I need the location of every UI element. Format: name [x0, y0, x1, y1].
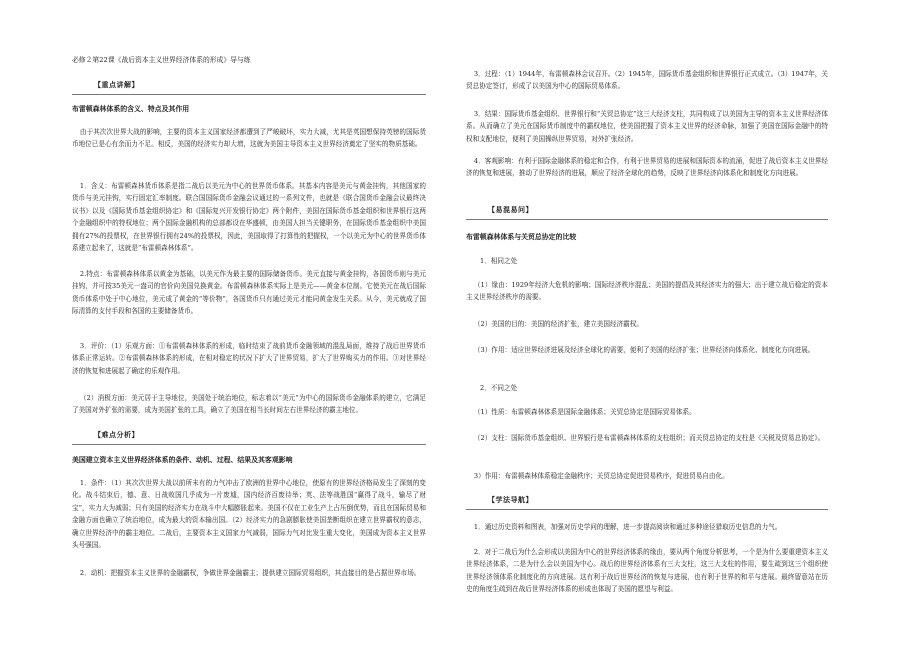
differences-block: [466, 382, 828, 394]
key-points-heading: 布雷顿森林体系的含义、特点及其作用: [72, 105, 190, 113]
confusion-heading-block: [466, 232, 828, 242]
similarities-block: [466, 255, 828, 267]
difference-effect: [466, 470, 828, 482]
study-guide-text-1: 1．通过历史资料和图表，加强对历史学问的理解，进一步提高阅读和通过多种途径猎取历史信息的力气。: [473, 523, 782, 531]
confusion-heading: 布雷顿森林体系与关贸总协定的比较: [466, 233, 577, 241]
process-block: [466, 68, 828, 93]
confusion-label: 【易混易问】: [488, 205, 533, 214]
similarity-cause-text: （1）缘由：1929年经济大危机的影响；国际经济秩序混乱；美国的提倡及其经济实力的强大；出于建立战后稳定的资本主义世界经济秩序的需要。: [466, 281, 828, 302]
difficult-motive: [72, 567, 426, 579]
difficult-paragraph-2: 2．动机：把握资本主义世界的金融霸权，争做世界金融霸主；提供建立国际贸易组织，其直接目的是占据世界市场。: [79, 569, 421, 577]
difference-nature-text: （1）性质：布雷顿森林体系是国际金融体系；关贸总协定是国际贸易体系。: [473, 408, 696, 416]
similarity-cause: [466, 279, 828, 304]
key-points-label: 【重点讲解】: [94, 80, 139, 89]
key-paragraph-2: 1．含义：布雷顿森林货币体系是指二战后以美元为中心的世界货币体系。其基本内容是美元与黄金挂钩，其他国家的货币与美元挂钩，实行固定汇率制度。联合国国际货币金融会议通过的一系列文件，也就是《联合国货币金融会议最终决议书》以及《国际货币基金组织协定》和《国际复兴开发银行协定》两个附件，美国在国际货币基金组织和世界银行这两个金融组织中的特权地位；两个国际金融机构的总部都设在华盛顿，由美国人担当关键职务，在国际货币基金组织中美国拥有27%的投票权，在世界银行拥有24%的投票权，因此，美国取得了打算性的把握权，一个以美元为中心的世界货币体系建立起来了，这就是“布雷顿森林体系”。: [72, 182, 426, 253]
difficult-section: [72, 430, 426, 440]
study-guide-label: 【学法导航】: [488, 495, 533, 504]
right-column: [466, 0, 828, 651]
result-block: [466, 108, 828, 145]
similarity-purpose-text: （2）美国的目的：美国的经济扩张，建立美国经济霸权。: [473, 320, 643, 328]
key-negative: [72, 392, 426, 417]
difference-pillars-text: （2）支柱：国际货币基金组织、世界银行是布雷顿森林体系的支柱组织；而关贸总协定的支柱是《关税及贸易总协定》。: [473, 434, 825, 442]
confusion-rule: [466, 219, 828, 220]
process-paragraph: 3．过程：（1）1944年，布雷顿森林会议召开。（2）1945年，国际货币基金组织和世界银行正式成立。（3）1947年，关贸总协定签订，形成了以美国为中心的国际贸易体系。: [466, 70, 828, 91]
confusion-section: [466, 205, 828, 215]
similarity-purpose: [466, 318, 828, 330]
key-evaluation: [72, 340, 426, 377]
differences-title: 2．不同之处: [480, 384, 518, 392]
difficult-heading: 美国建立资本主义世界经济体系的条件、动机、过程、结果及其客观影响: [72, 456, 293, 464]
difficult-rule: [72, 444, 426, 445]
study-guide-text-2: 2．对于二战后为什么会形成以美国为中心的世界经济体系的缘由，要从两个角度分析思考，一个是为什么要重建资本主义世界经济体系，二是为什么会以美国为中心。战后的世界经济体系有三大支柱，这三大支柱的作用，要生疏到这三个组织使世界经济领体系化制度化的方向进展。这有利于战后世界经济的恢复与进展，也有利于世界的和平与进展。最终留意站在历史的角度生疏到在战后世界经济体系的形成也体现了美国的愿望与利益。: [466, 548, 828, 594]
similarities-title: 1．相同之处: [480, 257, 518, 265]
key-paragraph-4: 3．评价：（1）乐观方面：①布雷顿森林体系的形成，临时结束了战前货币金融领域的混乱局面，维持了战后世界货币体系正常运转。②布雷顿森林体系的形成，在相对稳定的状况下扩大了世界贸易，扩大了世界购买力的作用。③对世界经济的恢复和进展起了确定的乐观作用。: [72, 342, 426, 375]
result-paragraph: 3．结果：国际货币基金组织、世界银行和“关贸总协定”这三大经济支柱，共同构成了以美国为主导的资本主义世界经济体系。从而确立了美元在国际货币制度中的霸权地位，使美国把握了资本主义世界的经济命脉，加强了美国在国际金融中的特权和支配地位，便利了美国操纵世界贸易，对外扩张经济。: [466, 110, 828, 143]
key-points-rule: [72, 94, 426, 95]
key-features: [72, 268, 426, 318]
study-guide-1: [466, 521, 828, 533]
key-paragraph-3: 2.特点：布雷顿森林体系以黄金为基础，以美元作为最主要的国际储备货币。美元直接与黄金挂钩，各国货币则与美元挂钩，并可按35美元一盎司的官价向美国兑换黄金。布雷顿森林体系实际上是美元——黄金本位制。它使美元在战后国际货币体系中处于中心地位，美元成了黄金的“等价物”，各国货币只有通过美元才能同黄金发生关系。从今，美元就成了国际清算的支付手段和各国的主要储备货币。: [72, 270, 426, 316]
document-title: 必修２第22课《战后资本主义世界经济体系的形成》导与练: [72, 56, 251, 64]
similarity-effect: [466, 344, 828, 356]
study-guide-section: [466, 495, 828, 505]
difference-effect-text: 3）作用：布雷顿森林体系稳定金融秩序；关贸总协定促进贸易秩序，促进贸易自由化。: [473, 472, 729, 480]
left-column: [72, 0, 426, 651]
key-paragraph-1: 由于其次次世界大战的影响，主要的资本主义国家经济都遭到了严峻破坏，实力大减，尤其是英国想保持英镑的国际货币地位已是心有余而力不足。相反，美国的经济实力却大增，这就为美国主导资本主义世界经济奠定了坚实的物质基础。: [72, 128, 426, 149]
key-points-body: [72, 126, 426, 151]
similarity-effect-text: （3）作用：适应世界经济进展及经济全球化的需要，便利了美国的经济扩张；世界经济向体系化、制度化方向进展。: [473, 346, 815, 354]
difficult-heading-block: [72, 455, 426, 465]
difference-pillars: [466, 432, 828, 444]
difficult-conditions: [72, 477, 426, 551]
difficult-label: 【难点分析】: [94, 430, 139, 439]
key-definition: [72, 180, 426, 254]
key-points-section: [72, 80, 426, 90]
difference-nature: [466, 406, 828, 418]
document-title-block: [72, 55, 426, 65]
impact-paragraph: 4．客观影响：有利于国际金融体系的稳定和合作，有利于世界贸易的进展和国际资本的流涌，促进了战后资本主义世界经济的恢复和进展，推动了世界经济的进展，顺应了经济全球化的趋势，反映了世界经济向体系化和制度化方向进展。: [466, 157, 828, 178]
impact-block: [466, 155, 828, 180]
study-guide-rule: [466, 509, 828, 510]
key-points-heading-block: [72, 104, 426, 114]
key-paragraph-5: （2）消极方面：美元居于主导地位，美国处于统治地位，标志着以“美元”为中心的国际货币金融体系的建立，它满足了美国对外扩张的需要，成为美国扩张的工具，确立了美国在相当长时间左右世界经济的霸主地位。: [72, 394, 426, 415]
difficult-paragraph-1: 1．条件：（1）其次次世界大战以前所未有的力气冲击了欧洲的世界中心地位，使原有的世界经济格局发生了深刻的变化。战斗结束后，德、意、日战败国几乎成为一片废墟，国内经济百废待举；英、法等战胜国“赢得了战斗，输尽了财宝”，实力大为减弱；只有美国的经济实力在战斗中大幅膨胀起来。美国不仅在工业生产上占压倒优势，而且在国际贸易和金融方面也确立了统治地位，成为最大的资本输出国。（2）经济实力的急剧膨胀使美国垄断组织在建立世界霸权的意志，确立世界经济中的霸主地位。二战后，主要资本主义国家力气减弱，国际力气对比发生重大变化，美国成为资本主义世界头号强国。: [72, 479, 426, 550]
study-guide-2: [466, 546, 828, 596]
